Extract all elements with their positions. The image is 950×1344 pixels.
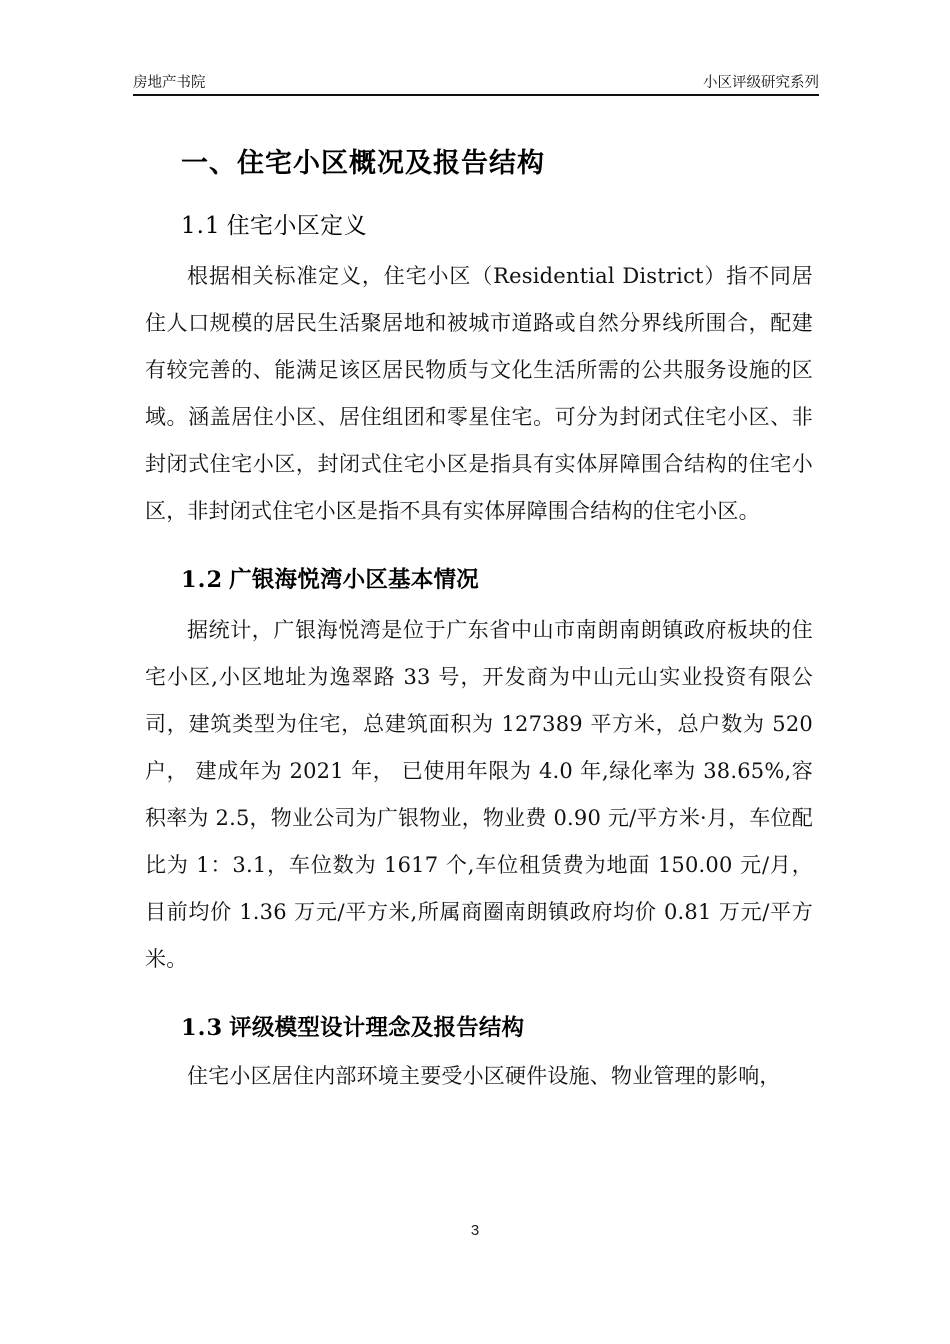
paragraph-1-1: 根据相关标准定义，住宅小区（Residential District）指不同居住人口规模的居民生活聚居地和被城市道路或自然分界线所围合，配建有较完善的、能满足该区居民物质与文化生活所需的公共服务设施的区域。涵盖居住小区、居住组团和零星住宅。可分为封闭式住宅小区、非封闭式住宅小区，封闭式住宅小区是指具有实体屏障围合结构的住宅小区，非封闭式住宅小区是指不具有实体屏障围合结构的住宅小区。: [145, 264, 813, 523]
paragraph-1-2: 据统计，广银海悦湾是位于广东省中山市南朗南朗镇政府板块的住宅小区,小区地址为逸翠路 33 号，开发商为中山元山实业投资有限公司，建筑类型为住宅，总建筑面积为 127389 平方米，总户数为 520 户， 建成年为 2021 年， 已使用年限为 4.0 年,绿化率为 38.65%,容积率为 2.5，物业公司为广银物业，物业费 0.90 元/平方米·月，车位配比为 1：3.1，车位数为 1617 个,车位租赁费为地面 150.00 元/月，目前均价 1.36 万元/平方米,所属商圈南朗镇政府均价 0.81 万元/平方米。: [145, 618, 813, 971]
section-title-1-3: 评级模型设计理念及报告结构: [229, 1015, 525, 1040]
page-number: 3: [470, 1222, 480, 1239]
section-number-1-2: 1.2: [181, 567, 224, 593]
section-title-1-2: 广银海悦湾小区基本情况: [229, 567, 479, 592]
page-content: [145, 132, 813, 1100]
section-heading-1-2: [145, 535, 813, 595]
running-header: [133, 66, 819, 96]
section-number-1-1: 1.1: [181, 213, 221, 239]
section-number-1-3: 1.3: [181, 1015, 224, 1041]
header-right-text: 小区评级研究系列: [703, 75, 819, 91]
paragraph-1-3: 住宅小区居住内部环境主要受小区硬件设施、物业管理的影响，: [187, 1064, 781, 1088]
section-heading-1: 一、住宅小区概况及报告结构: [181, 148, 545, 178]
header-left-text: 房地产书院: [133, 75, 206, 91]
section-heading-1-1: [145, 180, 813, 241]
section-heading-1-3: [145, 983, 813, 1043]
section-title-1-1: 住宅小区定义: [226, 212, 367, 238]
